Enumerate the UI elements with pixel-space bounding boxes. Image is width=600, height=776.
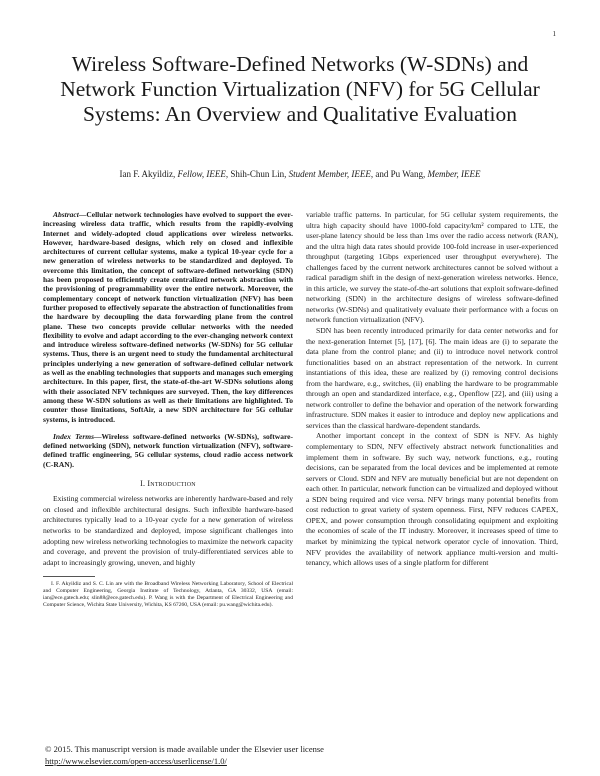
- abstract: [43, 210, 293, 424]
- section-heading: I. Introduction: [140, 479, 196, 489]
- abstract-label: Abstract: [53, 210, 79, 219]
- right-column: [306, 210, 558, 569]
- author-3-role: Member, IEEE: [427, 169, 481, 179]
- intro-paragraph: Existing commercial wireless networks are inherently hardware-based and rely on closed and inflexible architectural designs. Such inflexible hardware-based architectures typically lead to a 10-year cycle for a new generation of wireless networks to be standardized and deployed, impose significant challenges into adopting new wireless networking technologies to maximize the network capacity and coverage, and prevent the provision of truly-differentiated services able to adapt to increasingly growing, uneven, and highly: [43, 494, 293, 567]
- page-number: 1: [552, 30, 556, 38]
- index-terms-text: —Wireless software-defined networks (W-SDNs), software-defined networking (SDN), network function virtualization (NFV), software-defined traffic engineering, 5G cellular systems, cloud radio access network (C-RAN).: [43, 431, 293, 469]
- author-3-name: and Pu Wang,: [375, 169, 426, 179]
- author-1-role: Fellow, IEEE,: [177, 169, 229, 179]
- body-paragraph: variable traffic patterns. In particular, for 5G cellular system requirements, the ultra high capacity should have 1000-fold capacity/km² compared to LTE, the user-plane latency should be less than 1ms over the radio access network (RAN), and the ultra high data rates should provide 100-fold increase in user-experienced throughput (targeting 1Gbps experienced user throughput everywhere). The challenges faced by the current network architectures cannot be solved without a radical paradigm shift in the design of next-generation wireless networks. Hence, in this article, we survey the state-of-the-art solutions that exploit software-defined networking (SDN) in the architecture designs of wireless software-defined networks (W-SDNs) and qualitatively evaluate their performance with a focus on network function virtualization (NFV).: [306, 210, 558, 325]
- left-column: [43, 210, 293, 609]
- body-paragraph: Another important concept in the context of SDN is NFV. As highly complementary to SDN, NFV effectively abstract network functionalities and implement them in software. By such way, network functions, e.g., routing decisions, can be separated from the local devices and be implemented at remote servers or Cloud. SDN and NFV are mutually beneficial but are not dependent on each other. In particular, network function can be virtualized and deployed without a SDN being required and vice versa. NFV brings many potential benefits from cost reduction to great variety of system openness. First, NFV reduces CAPEX, OPEX, and power consumption through consolidating equipment and exploiting the economies of scale of the IT industry. Moreover, it increases speed of time to market by minimizing the typical network operator cycle of innovation. Third, NFV provides the availability of network appliance multi-version and multi-tenancy, which allows uses of a single platform for different: [306, 431, 558, 568]
- index-terms: [43, 432, 293, 469]
- copyright-text: © 2015. This manuscript version is made available under the Elsevier user license: [45, 744, 324, 754]
- index-terms-label: Index Terms: [53, 431, 94, 441]
- body-paragraph: SDN has been recently introduced primarily for data center networks and for the next-generation Internet [5], [17], [6]. The main ideas are (i) to separate the data plane from the control plane; and (ii) to introduce novel network control functionalities based on an abstract representation of the network. In current instantiations of this idea, these are realized by (i) removing control decisions from the hardware, e.g., switches, (ii) enabling the hardware to be programmable through an open and standardized interface, e.g., Openflow [22], and (iii) using a network controller to define the behavior and operation of the network forwarding infrastructure. SDN makes it easier to introduce and deploy new applications and services than the classical hardware-dependent standards.: [306, 326, 558, 430]
- abstract-text: —Cellular network technologies have evolved to support the ever-increasing wireless data traffic, which results from the rapidly-evolving Internet and widely-adopted cloud applications over wireless networks. However, hardware-based designs, which rely on closed and inflexible architectures of current cellular systems, make a typical 10-year cycle for a new generation of wireless networks to be standardized and deployed. To overcome this limitation, the concept of software-defined networking (SDN) has been proposed to efficiently create centralized network abstraction with the provisioning of programmability over the entire network. Moreover, the complementary concept of network function virtualization (NFV) has been further proposed to effectively separate the abstraction of functionalities from the hardware by decoupling the data forwarding plane from the control plane. These two concepts provide cellular networks with the needed flexibility to evolve and adapt according to the ever-changing network context and introduce wireless software-defined networks (W-SDNs) for 5G cellular systems. Thus, there is an urgent need to study the fundamental architectural principles underlying a new generation of software-defined cellular network as well as the enabling technologies that supports and manages such emerging architecture. In this paper, first, the state-of-the-art W-SDNs solutions along with their associated NFV techniques are surveyed. Then, the key differences among these W-SDN solutions as well as their limitations are highlighted. To counter those limitations, SoftAir, a new SDN architecture for 5G cellular systems, is introduced.: [43, 210, 293, 424]
- footnote-divider: [43, 576, 95, 577]
- paper-title: Wireless Software-Defined Networks (W-SDNs) and Network Function Virtualization (NFV) for 5G Cellular Systems: An Overview and Qualitative Evaluation: [60, 52, 540, 126]
- author-2-role: Student Member, IEEE,: [288, 169, 374, 179]
- license-link[interactable]: http://www.elsevier.com/open-access/userlicense/1.0/: [45, 756, 227, 766]
- license-notice: [45, 743, 324, 767]
- author-1-name: Ian F. Akyildiz,: [119, 169, 176, 179]
- author-line: [40, 168, 560, 180]
- author-2-name: Shih-Chun Lin,: [230, 169, 287, 179]
- author-footnote: I. F. Akyildiz and S. C. Lin are with the Broadband Wireless Networking Laboratory, School of Electrical and Computer Engineering, Georgia Institute of Technology, Atlanta, GA 30332, USA (email: ian@ece.gatech.edu; slin88@ece.gatech.edu). P. Wang is with the Department of Electrical Engineering and Computer Science, Wichita State University, Wichita, KS 67260, USA (email: pu.wang@wichita.edu).: [43, 581, 293, 609]
